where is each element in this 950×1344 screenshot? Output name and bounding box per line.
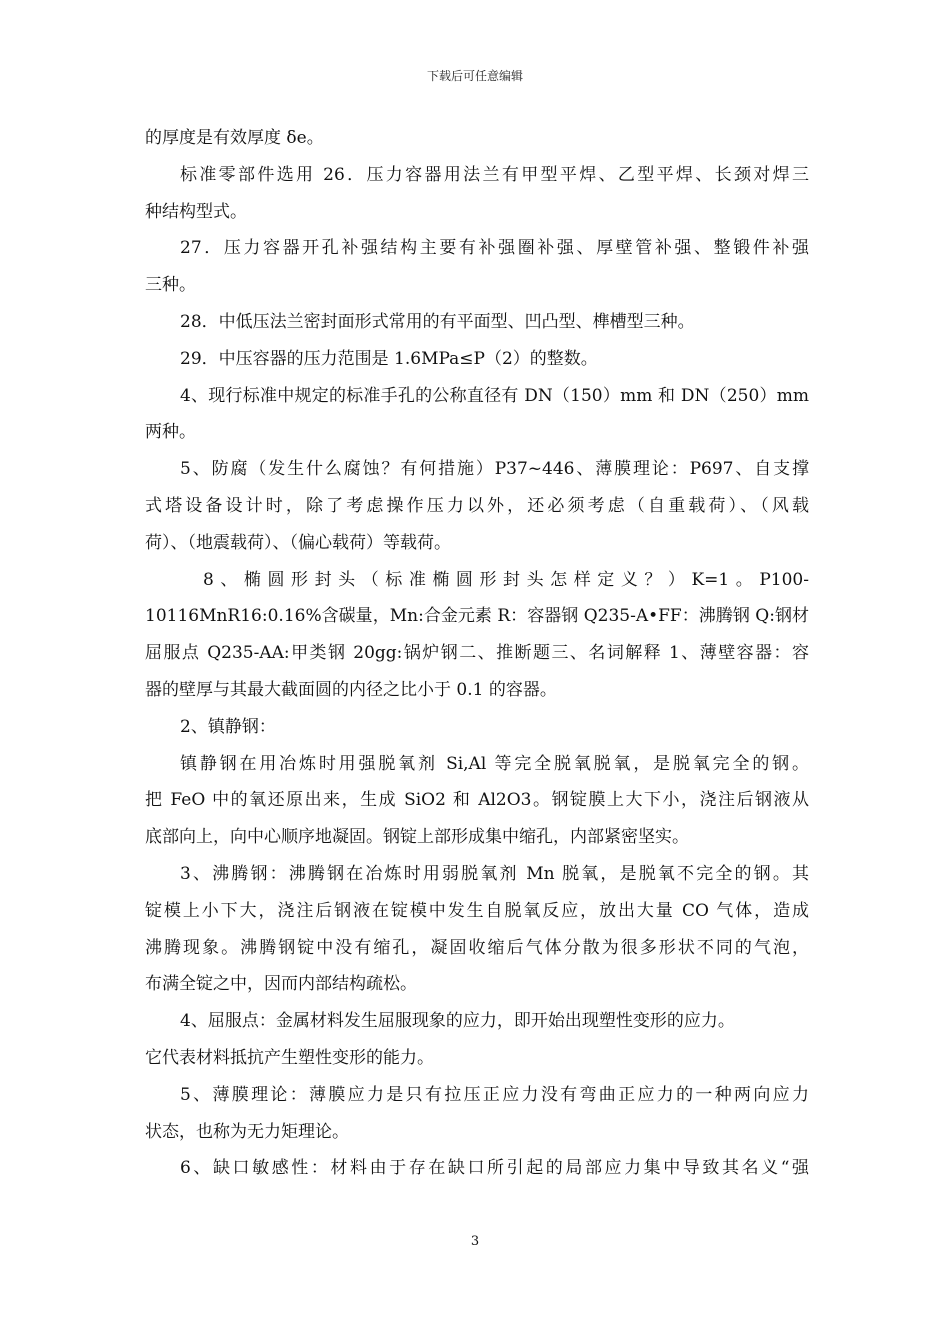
- text-line: 屈服点 Q235-AA:甲类钢 20gg:锅炉钢二、推断题三、名词解释 1、薄壁容器：容: [145, 643, 809, 664]
- text-line: 28．中低压法兰密封面形式常用的有平面型、凹凸型、榫槽型三种。: [180, 311, 695, 332]
- text-line: 29．中压容器的压力范围是 1.6MPa≤P（2）的整数。: [180, 348, 598, 369]
- text-line: 4、屈服点：金属材料发生屈服现象的应力，即开始出现塑性变形的应力。: [180, 1011, 735, 1032]
- text-line: 把 FeO 中的氧还原出来，生成 SiO2 和 Al2O3。钢锭膜上大下小，浇注后钢液从: [145, 790, 809, 811]
- page-number: 3: [470, 1234, 480, 1249]
- text-line: 布满全锭之中，因而内部结构疏松。: [145, 974, 417, 995]
- text-line: 标准零部件选用 26．压力容器用法兰有甲型平焊、乙型平焊、长颈对焊三: [180, 164, 809, 185]
- page-header: 下载后可任意编辑: [426, 69, 523, 83]
- text-line: 10116MnR16:0.16%含碳量，Mn:合金元素 R：容器钢 Q235-A•FF：沸腾钢 Q:钢材: [145, 606, 809, 627]
- text-line: 6、缺口敏感性：材料由于存在缺口所引起的局部应力集中导致其名义“强: [180, 1158, 809, 1179]
- text-line: 的厚度是有效厚度 δe。: [145, 128, 324, 148]
- text-line: 器的壁厚与其最大截面圆的内径之比小于 0.1 的容器。: [145, 679, 557, 700]
- text-line: 3、沸腾钢：沸腾钢在冶炼时用弱脱氧剂 Mn 脱氧，是脱氧不完全的钢。其: [180, 863, 809, 884]
- text-line: 锭模上小下大，浇注后钢液在锭模中发生自脱氧反应，放出大量 CO 气体，造成: [145, 900, 809, 921]
- text-line: 27．压力容器开孔补强结构主要有补强圈补强、厚壁管补强、整锻件补强: [180, 238, 809, 259]
- text-line: 它代表材料抵抗产生塑性变形的能力。: [145, 1047, 434, 1068]
- text-line: 4、现行标准中规定的标准手孔的公称直径有 DN（150）mm 和 DN（250）mm: [180, 385, 809, 406]
- text-line: 三种。: [145, 275, 196, 296]
- text-line: 荷）、（地震载荷）、（偏心载荷）等载荷。: [145, 532, 451, 553]
- text-line: 2、镇静钢：: [180, 716, 276, 737]
- text-line: 种结构型式。: [145, 201, 247, 222]
- text-line: 8、椭圆形封头（标准椭圆形封头怎样定义？）K=1。P100-: [203, 569, 809, 590]
- text-line: 镇静钢在用冶炼时用强脱氧剂 Si,Al 等完全脱氧脱氧，是脱氧完全的钢。: [180, 753, 809, 774]
- text-line: 5、防腐（发生什么腐蚀？有何措施）P37~446、薄膜理论：P697、自支撑: [180, 459, 809, 480]
- document-body: [145, 120, 809, 1187]
- text-line: 式塔设备设计时，除了考虑操作压力以外，还必须考虑（自重载荷）、（风载: [145, 495, 809, 516]
- text-line: 两种。: [145, 422, 196, 443]
- text-line: 状态，也称为无力矩理论。: [145, 1121, 349, 1142]
- text-line: 底部向上，向中心顺序地凝固。钢锭上部形成集中缩孔，内部紧密坚实。: [145, 827, 689, 848]
- text-line: 沸腾现象。沸腾钢锭中没有缩孔，凝固收缩后气体分散为很多形状不同的气泡，: [145, 937, 809, 958]
- text-line: 5、薄膜理论：薄膜应力是只有拉压正应力没有弯曲正应力的一种两向应力: [180, 1084, 809, 1105]
